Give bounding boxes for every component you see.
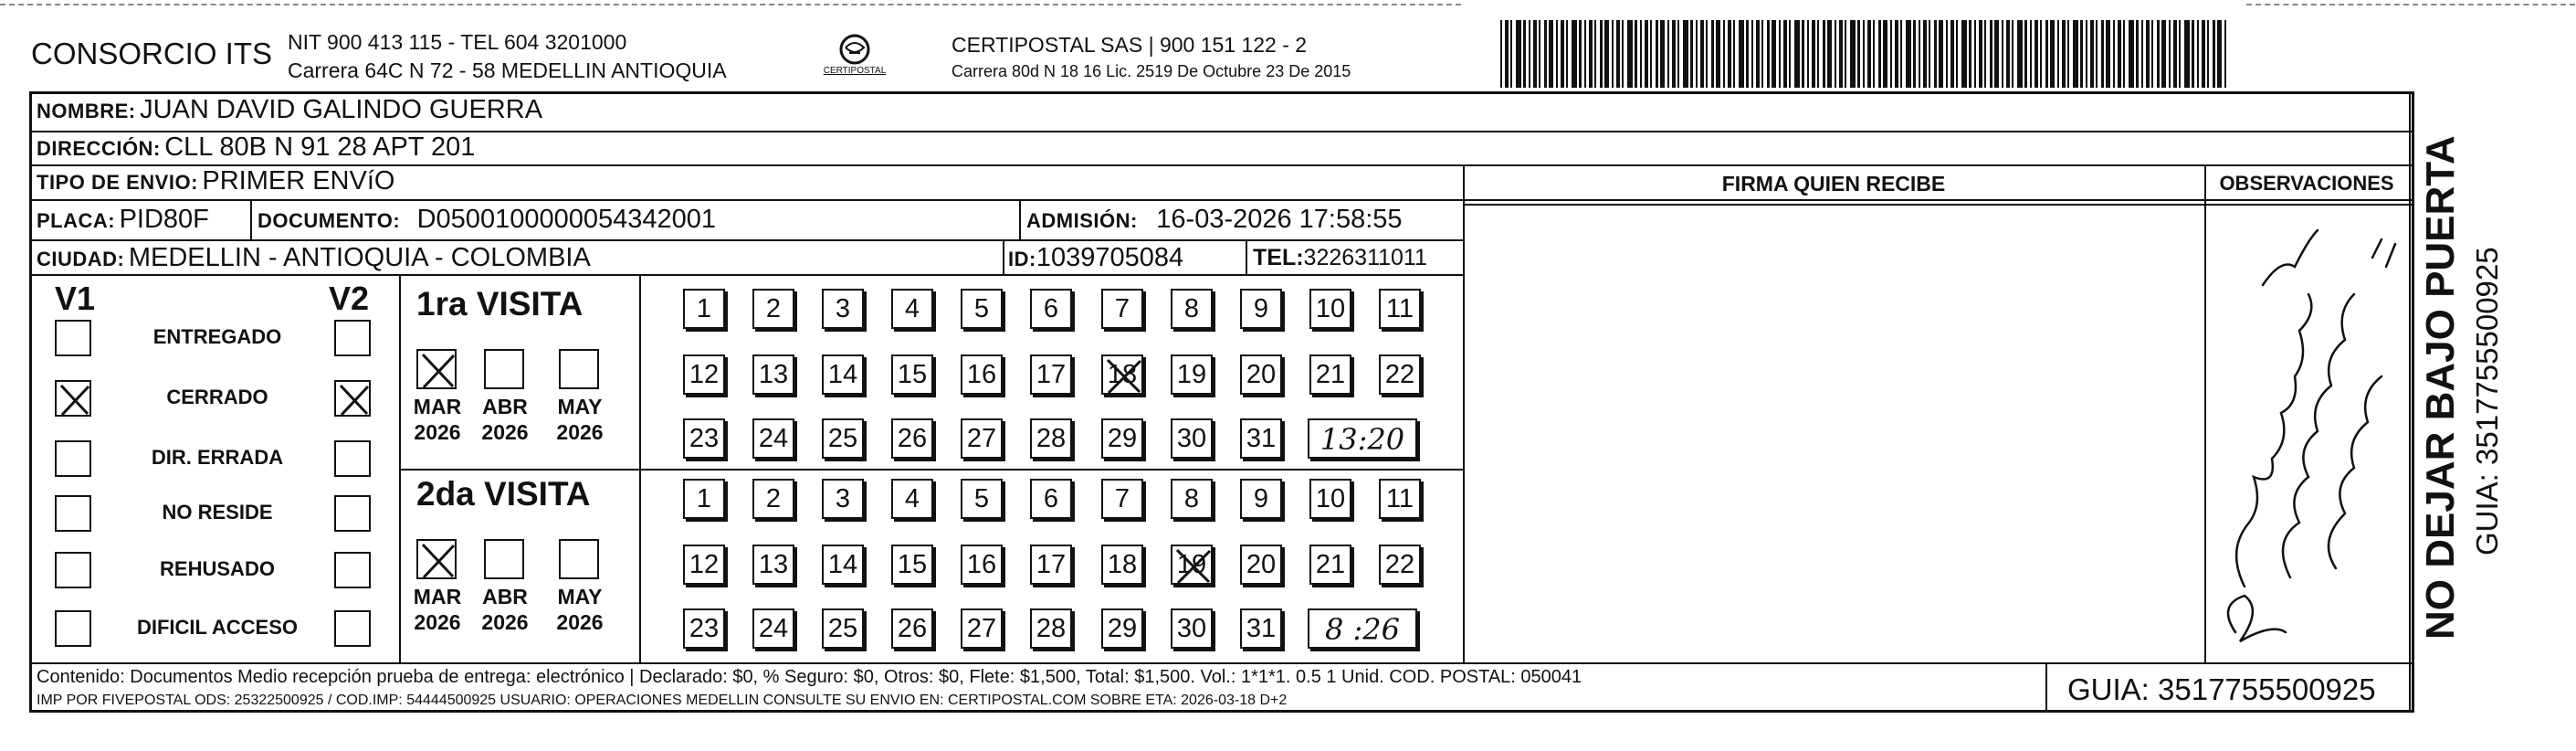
day-box-9[interactable]: 9: [1240, 289, 1282, 329]
x-mark-icon: [418, 541, 458, 581]
v2-label: V2: [329, 280, 370, 317]
barcode-bar: [1622, 20, 1624, 88]
barcode-bar: [2050, 20, 2055, 88]
barcode-bar: [1645, 20, 1648, 88]
day-box-23[interactable]: 23: [683, 608, 725, 649]
barcode-bar: [2173, 20, 2177, 88]
barcode-bar: [1533, 20, 1537, 88]
barcode-bar: [1984, 20, 1986, 88]
x-mark-icon: [1172, 546, 1214, 587]
barcode-bar: [1857, 20, 1860, 88]
barcode-bar: [1974, 20, 1976, 88]
barcode-bar: [2062, 20, 2066, 88]
barcode-bar: [1561, 20, 1564, 88]
v2-checkbox[interactable]: [334, 440, 371, 477]
barcode-bar: [2006, 20, 2010, 88]
direccion-value: CLL 80B N 91 28 APT 201: [164, 132, 476, 162]
barcode-bar: [1789, 20, 1791, 88]
barcode-bar: [1845, 20, 1846, 88]
company-nit: NIT 900 413 115 - TEL 604 3201000: [288, 30, 627, 54]
day-box-2[interactable]: 2: [752, 289, 794, 329]
barcode-bar: [1979, 20, 1982, 88]
v2-checkbox[interactable]: [334, 320, 371, 356]
day-box-25[interactable]: 25: [822, 608, 864, 649]
barcode-bar: [1544, 20, 1547, 88]
barcode-bar: [1994, 20, 1999, 88]
month-checkbox[interactable]: [484, 349, 524, 389]
barcode-bar: [2101, 20, 2104, 88]
month-label: MAR: [413, 585, 462, 608]
barcode-bar: [1529, 20, 1530, 88]
barcode-bar: [1739, 20, 1744, 88]
barcode-bar: [1589, 20, 1593, 88]
barcode-bar: [2090, 20, 2094, 88]
day-box-22[interactable]: 22: [1379, 545, 1421, 585]
barcode-bar: [2184, 20, 2190, 88]
day-box-23[interactable]: 23: [683, 418, 725, 459]
month-checkbox[interactable]: [484, 539, 524, 579]
month-label: ABR: [482, 395, 528, 418]
nombre-field: [37, 95, 542, 125]
barcode-bar: [1761, 20, 1763, 88]
day-box-1[interactable]: 1: [683, 479, 725, 519]
barcode-bar: [1969, 20, 1971, 88]
barcode-bar: [2217, 20, 2222, 88]
day-box-31[interactable]: 31: [1240, 418, 1282, 459]
barcode-bar: [2002, 20, 2003, 88]
barcode-bar: [2113, 20, 2115, 88]
documento-value: D0500100000054342001: [416, 205, 716, 234]
certipostal-logo: [818, 31, 891, 86]
barcode-bar: [2192, 20, 2194, 88]
day-box-11[interactable]: 11: [1379, 289, 1421, 329]
admision-value: 16-03-2026 17:58:55: [1156, 205, 1403, 234]
v2-checkbox[interactable]: [334, 495, 371, 532]
placa-label: PLACA:: [37, 209, 116, 232]
year-label: 2026: [556, 610, 604, 634]
month-checkbox[interactable]: [416, 539, 457, 579]
barcode-bar: [2086, 20, 2087, 88]
barcode-bar: [2012, 20, 2013, 88]
v2-checkbox[interactable]: [334, 610, 371, 647]
day-box-29[interactable]: 29: [1101, 608, 1143, 649]
barcode-bar: [1913, 20, 1916, 88]
day-box-12[interactable]: 12: [683, 354, 725, 395]
x-mark-icon: [418, 351, 458, 391]
firma-header: FIRMA QUIEN RECIBE: [1721, 172, 1946, 196]
barcode-bar: [1728, 20, 1731, 88]
barcode-bar: [1950, 20, 1954, 88]
side-guia-text: GUIA: 3517755500925: [2470, 247, 2504, 555]
barcode-bar: [2040, 20, 2042, 88]
documento-label: DOCUMENTO:: [258, 209, 401, 232]
month-label: MAY: [557, 395, 603, 418]
v1-checkbox[interactable]: [55, 552, 91, 588]
direccion-field: [37, 132, 475, 163]
barcode-bar: [1961, 20, 1967, 88]
v1-checkbox[interactable]: [55, 380, 91, 417]
barcode-bar: [1807, 20, 1809, 88]
day-box-13[interactable]: 13: [752, 354, 794, 395]
day-box-29[interactable]: 29: [1101, 418, 1143, 459]
day-box-30[interactable]: 30: [1171, 608, 1213, 649]
admision-label: ADMISIÓN:: [1026, 209, 1138, 232]
barcode-bar: [2141, 20, 2143, 88]
barcode-bar: [1867, 20, 1871, 88]
barcode-bar: [2136, 20, 2139, 88]
day-box-16[interactable]: 16: [961, 354, 1003, 395]
barcode-bar: [1635, 20, 1637, 88]
v1-checkbox[interactable]: [55, 320, 91, 356]
barcode-bar: [2057, 20, 2059, 88]
admision-field: [1026, 205, 1403, 235]
day-box-4[interactable]: 4: [891, 289, 933, 329]
barcode-bar: [1700, 20, 1704, 88]
barcode-bar: [1878, 20, 1881, 88]
barcode-bar: [2146, 20, 2150, 88]
barcode-bar: [1516, 20, 1521, 88]
barcode-bar: [1756, 20, 1760, 88]
year-label: 2026: [481, 420, 529, 444]
day-box-24[interactable]: 24: [752, 608, 794, 649]
barcode-bar: [1751, 20, 1753, 88]
placa-field: [37, 205, 209, 235]
tel-label: TEL:: [1253, 245, 1304, 270]
barcode-bar: [1779, 20, 1781, 88]
barcode-bar: [1572, 20, 1577, 88]
barcode-bar: [2207, 20, 2209, 88]
barcode-bar: [1677, 20, 1679, 88]
day-box-26[interactable]: 26: [891, 608, 933, 649]
barcode-bar: [2045, 20, 2048, 88]
reason-label: ENTREGADO: [152, 325, 282, 348]
barcode-bar: [1627, 20, 1633, 88]
barcode-bar: [1549, 20, 1553, 88]
v1-checkbox[interactable]: [55, 610, 91, 647]
barcode-bar: [1934, 20, 1937, 88]
day-box-6[interactable]: 6: [1030, 479, 1072, 519]
barcode-bar: [2024, 20, 2027, 88]
barcode-bar: [1863, 20, 1865, 88]
v1-checkbox[interactable]: [55, 440, 91, 477]
observaciones-header: OBSERVACIONES: [2219, 172, 2394, 195]
day-box-5[interactable]: 5: [961, 479, 1003, 519]
barcode-bar: [2224, 20, 2226, 88]
barcode-bar: [1812, 20, 1815, 88]
barcode-bar: [1579, 20, 1582, 88]
time-box[interactable]: 13:20: [1308, 418, 1417, 459]
certipostal-nit: CERTIPOSTAL SAS | 900 151 122 - 2: [952, 33, 1308, 57]
x-mark-icon: [1103, 356, 1145, 397]
barcode-bar: [2213, 20, 2215, 88]
reason-label: REHUSADO: [160, 557, 275, 580]
barcode-bar: [2129, 20, 2134, 88]
day-box-13[interactable]: 13: [752, 545, 794, 585]
barcode-bar: [1667, 20, 1669, 88]
day-box-4[interactable]: 4: [891, 479, 933, 519]
reason-label: DIR. ERRADA: [151, 446, 284, 469]
barcode-bar: [1706, 20, 1708, 88]
day-box-11[interactable]: 11: [1379, 479, 1421, 519]
tipo-envio-label: TIPO DE ENVIO:: [37, 171, 198, 194]
barcode-bar: [1919, 20, 1920, 88]
footer-guia: GUIA: 3517755500925: [2067, 672, 2376, 706]
cut-line: [0, 4, 1461, 5]
barcode-bar: [1640, 20, 1642, 88]
barcode-bar: [1505, 20, 1509, 88]
day-box-1[interactable]: 1: [683, 289, 725, 329]
barcode-bar: [1746, 20, 1749, 88]
month-label: ABR: [482, 585, 528, 608]
day-box-31[interactable]: 31: [1240, 608, 1282, 649]
logo-text: CERTIPOSTAL: [823, 66, 887, 76]
year-label: 2026: [414, 420, 461, 444]
day-box-8[interactable]: 8: [1171, 289, 1213, 329]
year-label: 2026: [414, 610, 461, 634]
day-box-10[interactable]: 10: [1309, 479, 1351, 519]
barcode-bar: [1500, 20, 1502, 88]
barcode-bar: [2197, 20, 2199, 88]
barcode-bar: [1827, 20, 1832, 88]
day-box-12[interactable]: 12: [683, 545, 725, 585]
barcode-bar: [1584, 20, 1586, 88]
reason-label: CERRADO: [166, 386, 268, 408]
barcode-bar: [2157, 20, 2160, 88]
barcode-bar: [2080, 20, 2083, 88]
barcode-bar: [1594, 20, 1596, 88]
observaciones-handwriting: [2208, 203, 2407, 660]
direccion-label: DIRECCIÓN:: [37, 137, 161, 160]
day-box-2[interactable]: 2: [752, 479, 794, 519]
placa-value: PID80F: [119, 205, 209, 234]
second-visit-title: 2da VISITA: [416, 475, 591, 513]
company-name: CONSORCIO ITS: [31, 37, 273, 70]
day-box-7[interactable]: 7: [1101, 289, 1143, 329]
day-box-25[interactable]: 25: [822, 418, 864, 459]
barcode-bar: [2179, 20, 2181, 88]
barcode-bar: [1850, 20, 1856, 88]
barcode-bar: [1890, 20, 1892, 88]
day-box-17[interactable]: 17: [1030, 545, 1072, 585]
tel-field: [1253, 245, 1427, 271]
no-dejar-text: NO DEJAR BAJO PUERTA: [2418, 135, 2463, 640]
nombre-label: NOMBRE:: [37, 100, 136, 122]
ciudad-label: CIUDAD:: [37, 248, 125, 270]
day-box-27[interactable]: 27: [961, 418, 1003, 459]
barcode-bar: [2067, 20, 2069, 88]
id-label: ID:: [1008, 248, 1036, 270]
day-box-28[interactable]: 28: [1030, 608, 1072, 649]
barcode-bar: [1600, 20, 1603, 88]
barcode-bar: [2073, 20, 2078, 88]
barcode-bar: [1772, 20, 1776, 88]
contenido-text: Contenido: Documentos Medio recepción prueba de entrega: electrónico | Declarado: $0, % Seguro: $0, Otros: $0, Flete: $1,500, Total: $1,500. Vol.: 1*1*1. 0.5 1 Unid. COD. POSTAL: 050041: [37, 667, 1582, 687]
x-mark-icon: [336, 382, 373, 418]
barcode-bar: [1660, 20, 1665, 88]
barcode-bar: [1723, 20, 1725, 88]
day-box-9[interactable]: 9: [1240, 479, 1282, 519]
barcode-bar: [1672, 20, 1676, 88]
day-box-19[interactable]: 19: [1171, 354, 1213, 395]
tel-value: 3226311011: [1303, 245, 1427, 270]
barcode-bar: [2030, 20, 2032, 88]
barcode-bar: [2096, 20, 2098, 88]
v1-label: V1: [55, 280, 96, 317]
barcode-bar: [2017, 20, 2023, 88]
barcode-bar: [1696, 20, 1698, 88]
barcode-bar: [1733, 20, 1735, 88]
reason-label: DIFICIL ACCESO: [136, 616, 298, 639]
v1-checkbox[interactable]: [55, 495, 91, 532]
day-box-24[interactable]: 24: [752, 418, 794, 459]
barcode-bar: [1616, 20, 1620, 88]
day-box-18[interactable]: 18: [1101, 354, 1143, 395]
month-checkbox[interactable]: [559, 539, 599, 579]
day-box-10[interactable]: 10: [1309, 289, 1351, 329]
v2-checkbox[interactable]: [334, 552, 371, 588]
reason-label: NO RESIDE: [162, 501, 273, 524]
imp-text: IMP POR FIVEPOSTAL ODS: 25322500925 / COD.IMP: 54444500925 USUARIO: OPERACIONES MEDELLIN CONSULTE SU ENVIO EN: CERTIPOSTAL.COM SOBRE ETA: 2026-03-18 D+2: [37, 693, 1288, 708]
barcode-bar: [2151, 20, 2153, 88]
barcode-bar: [1794, 20, 1800, 88]
barcode-bar: [1883, 20, 1887, 88]
ciudad-field: [37, 243, 591, 273]
barcode-bar: [1956, 20, 1958, 88]
barcode-bar: [2035, 20, 2038, 88]
barcode-bar: [1783, 20, 1787, 88]
barcode-bar: [1523, 20, 1526, 88]
month-label: MAY: [557, 585, 603, 608]
day-box-30[interactable]: 30: [1171, 418, 1213, 459]
tipo-envio-field: [37, 166, 394, 196]
day-box-28[interactable]: 28: [1030, 418, 1072, 459]
day-box-22[interactable]: 22: [1379, 354, 1421, 395]
certipostal-address: Carrera 80d N 18 16 Lic. 2519 De Octubre 23 De 2015: [952, 62, 1351, 80]
barcode-bar: [1690, 20, 1693, 88]
barcode-bar: [1939, 20, 1943, 88]
day-box-5[interactable]: 5: [961, 289, 1003, 329]
barcode-bar: [1823, 20, 1825, 88]
nombre-value: JUAN DAVID GALINDO GUERRA: [140, 95, 543, 124]
barcode-bar: [2161, 20, 2166, 88]
barcode-bar: [1716, 20, 1720, 88]
barcode-bar: [1839, 20, 1843, 88]
month-label: MAR: [413, 395, 462, 418]
barcode-bar: [1990, 20, 1992, 88]
barcode-bar: [1929, 20, 1930, 88]
barcode-bar: [1656, 20, 1658, 88]
day-box-20[interactable]: 20: [1240, 545, 1282, 585]
day-box-3[interactable]: 3: [822, 289, 864, 329]
day-box-21[interactable]: 21: [1309, 354, 1351, 395]
barcode-bar: [2202, 20, 2205, 88]
barcode-bar: [1612, 20, 1614, 88]
barcode-bar: [1539, 20, 1540, 88]
barcode-bar: [1802, 20, 1804, 88]
first-visit-title: 1ra VISITA: [416, 285, 584, 323]
day-box-7[interactable]: 7: [1101, 479, 1143, 519]
firma-area[interactable]: [1463, 201, 2204, 662]
barcode-bar: [1683, 20, 1688, 88]
x-mark-icon: [57, 382, 93, 418]
cut-line: [2246, 4, 2575, 5]
barcode-bar: [1510, 20, 1512, 88]
day-box-20[interactable]: 20: [1240, 354, 1282, 395]
barcode-bar: [1835, 20, 1836, 88]
day-box-18[interactable]: 18: [1101, 545, 1143, 585]
ciudad-value: MEDELLIN - ANTIOQUIA - COLOMBIA: [128, 243, 591, 272]
day-box-3[interactable]: 3: [822, 479, 864, 519]
barcode-bar: [1946, 20, 1948, 88]
day-box-21[interactable]: 21: [1309, 545, 1351, 585]
barcode-bar: [1650, 20, 1652, 88]
month-checkbox[interactable]: [559, 349, 599, 389]
day-box-15[interactable]: 15: [891, 545, 933, 585]
day-box-14[interactable]: 14: [822, 545, 864, 585]
barcode-bar: [1556, 20, 1558, 88]
id-field: [1008, 243, 1183, 273]
day-box-27[interactable]: 27: [961, 608, 1003, 649]
barcode-bar: [2118, 20, 2121, 88]
barcode-bar: [1711, 20, 1714, 88]
barcode-bar: [1923, 20, 1927, 88]
barcode-bar: [2169, 20, 2171, 88]
day-box-26[interactable]: 26: [891, 418, 933, 459]
barcode-bar: [1566, 20, 1568, 88]
certipostal-logo-icon: [818, 31, 891, 86]
barcode: [1500, 20, 2231, 88]
company-address: Carrera 64C N 72 - 58 MEDELLIN ANTIOQUIA: [288, 58, 727, 82]
barcode-bar: [1604, 20, 1609, 88]
day-box-16[interactable]: 16: [961, 545, 1003, 585]
barcode-bar: [1895, 20, 1898, 88]
year-label: 2026: [556, 420, 604, 444]
day-box-6[interactable]: 6: [1030, 289, 1072, 329]
tipo-envio-value: PRIMER ENVíO: [202, 166, 395, 196]
documento-field: [258, 205, 716, 235]
barcode-bar: [1767, 20, 1770, 88]
barcode-bar: [1873, 20, 1875, 88]
barcode-bar: [1906, 20, 1911, 88]
day-box-8[interactable]: 8: [1171, 479, 1213, 519]
day-box-17[interactable]: 17: [1030, 354, 1072, 395]
id-value: 1039705084: [1036, 243, 1184, 272]
month-checkbox[interactable]: [416, 349, 457, 389]
barcode-bar: [1900, 20, 1902, 88]
time-box[interactable]: 8 :26: [1308, 608, 1417, 649]
day-box-14[interactable]: 14: [822, 354, 864, 395]
year-label: 2026: [481, 610, 529, 634]
day-box-19[interactable]: 19: [1171, 545, 1213, 585]
handwriting-strokes: [2228, 230, 2395, 641]
day-box-15[interactable]: 15: [891, 354, 933, 395]
barcode-bar: [2106, 20, 2110, 88]
v2-checkbox[interactable]: [334, 380, 371, 417]
barcode-bar: [1817, 20, 1819, 88]
barcode-bar: [2123, 20, 2125, 88]
